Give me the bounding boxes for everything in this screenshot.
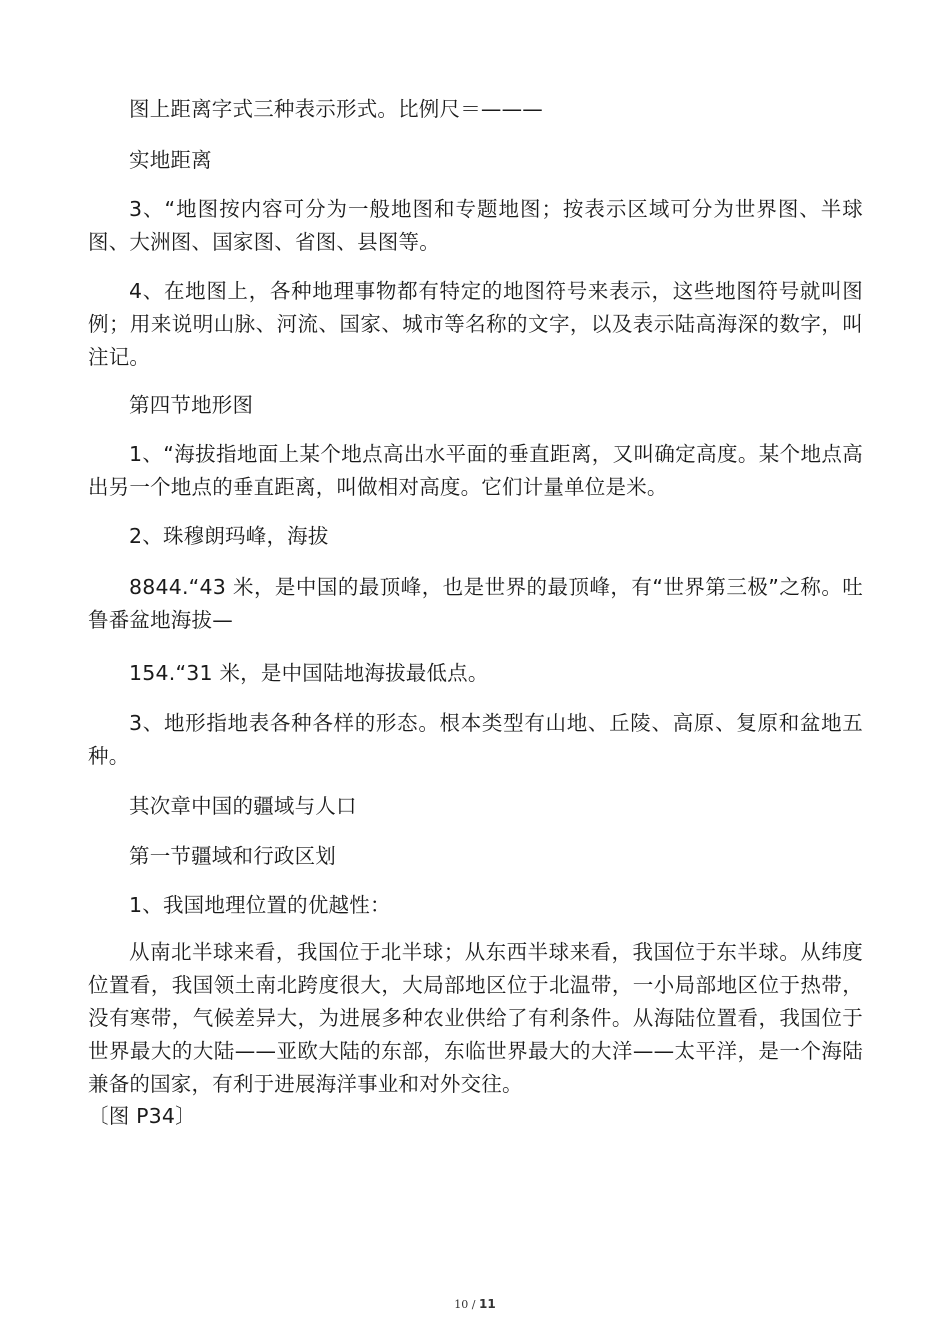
paragraph-actual-distance: 实地距离 [129,148,212,172]
paragraph-scale-definition: 图上距离字式三种表示形式。比例尺＝——— [129,97,543,121]
paragraph-landforms: 3、地形指地表各种各样的形态。根本类型有山地、丘陵、高原、复原和盆地五种。 [88,711,863,768]
paragraph-map-types: 3、“地图按内容可分为一般地图和专题地图；按表示区域可分为世界图、半球图、大洲图、国家图、省图、县图等。 [88,197,863,254]
chapter-heading-territory: 其次章中国的疆域与人口 [129,794,357,818]
page-total: 11 [479,1297,496,1311]
paragraph-everest: 2、珠穆朗玛峰，海拔 [129,524,329,548]
figure-reference: 〔图 P34〕 [88,1104,196,1128]
page-separator: / [468,1298,479,1311]
paragraph-map-legend: 4、在地图上，各种地理事物都有特定的地图符号来表示，这些地图符号就叫图例；用来说明山脉、河流、国家、城市等名称的文字，以及表示陆高海深的数字，叫注记。 [88,279,863,369]
paragraph-everest-height: 8844.“43 米，是中国的最顶峰，也是世界的最顶峰，有“世界第三极”之称。吐鲁番盆地海拔— [88,575,863,632]
page-number [0,1297,950,1311]
section-heading-territory: 第一节疆域和行政区划 [129,844,336,868]
paragraph-turpan-height: 154.“31 米，是中国陆地海拔最低点。 [129,661,489,685]
section-heading-topographic-map: 第四节地形图 [129,393,254,417]
page-current: 10 [454,1298,469,1311]
paragraph-altitude: 1、“海拔指地面上某个地点高出水平面的垂直距离，又叫确定高度。某个地点高出另一个地点的垂直距离，叫做相对高度。它们计量单位是米。 [88,442,863,499]
paragraph-location-details: 从南北半球来看，我国位于北半球；从东西半球来看，我国位于东半球。从纬度位置看，我国领土南北跨度很大，大局部地区位于北温带，一小局部地区位于热带，没有寒带，气候差异大，为进展多种农业供给了有利条件。从海陆位置看，我国位于世界最大的大陆——亚欧大陆的东部，东临世界最大的大洋——太平洋，是一个海陆兼备的国家，有利于进展海洋事业和对外交往。 [88,940,863,1096]
paragraph-location-advantage: 1、我国地理位置的优越性： [129,893,391,917]
